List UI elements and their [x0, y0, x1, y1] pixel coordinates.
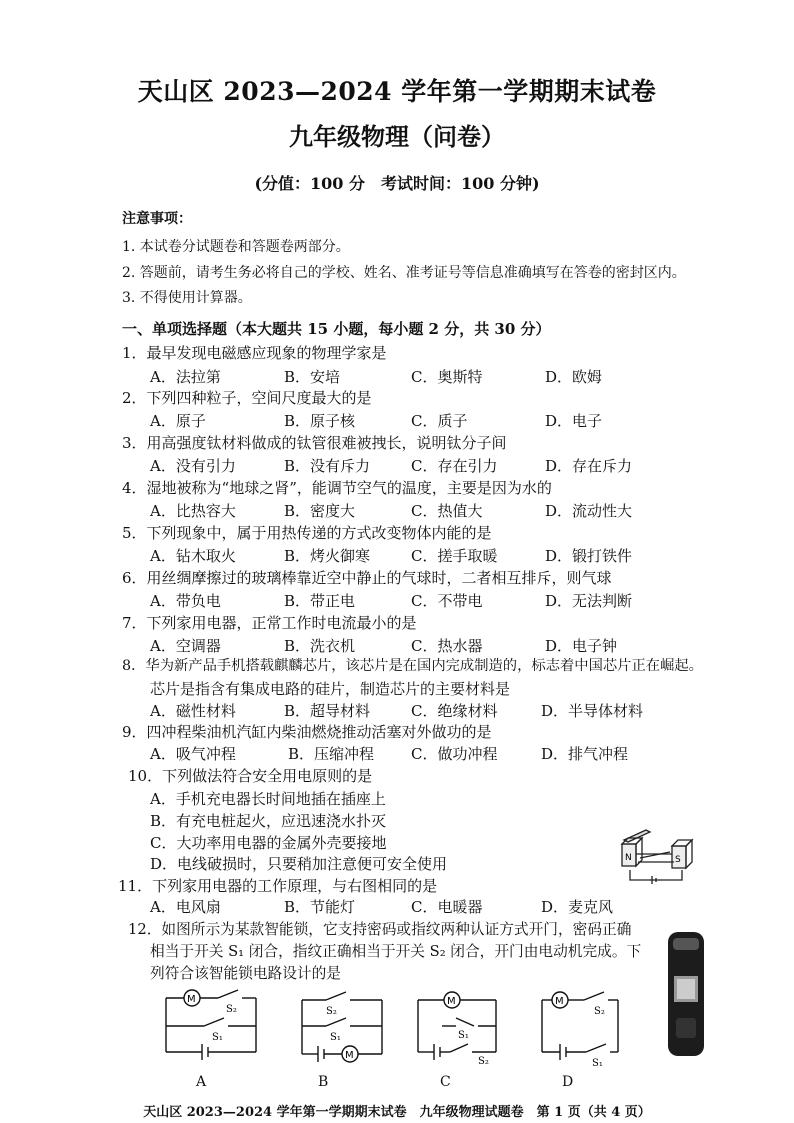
- motor-symbol: M: [345, 1050, 354, 1061]
- option-d: D．欧姆: [545, 368, 603, 386]
- motor-principle-figure: [616, 824, 696, 888]
- motor-symbol: M: [555, 996, 564, 1007]
- exam-subtitle: 九年级物理（问卷）: [289, 122, 505, 151]
- question-stem-cont: 列符合该智能锁电路设计的是: [150, 965, 341, 982]
- question-stem: 9．四冲程柴油机汽缸内柴油燃烧推动活塞对外做功的是: [122, 723, 492, 741]
- notes-heading: 注意事项：: [122, 211, 192, 227]
- circuit-a: [158, 986, 268, 1066]
- option-d: D．存在斥力: [545, 457, 633, 475]
- option-c: C．做功冲程: [411, 745, 498, 763]
- option-d: D．锻打铁件: [545, 547, 633, 565]
- option-a: A．法拉第: [150, 368, 221, 386]
- option-a: A．空调器: [150, 637, 221, 655]
- motor-label-n: N: [625, 853, 632, 863]
- option-b: B．密度大: [284, 502, 356, 520]
- option-b: B．有充电桩起火，应迅速浇水扑灭: [150, 812, 387, 830]
- option-d: D．半导体材料: [541, 702, 644, 720]
- option-c: C．大功率用电器的金属外壳要接地: [150, 834, 387, 852]
- option-d: D．电子: [545, 412, 603, 430]
- option-b: B．原子核: [284, 412, 356, 430]
- option-b: B．超导材料: [284, 702, 371, 720]
- question-stem: 10．下列做法符合安全用电原则的是: [128, 767, 373, 785]
- question-stem: 8．华为新产品手机搭载麒麟芯片，该芯片是在国内完成制造的，标志着中国芯片正在崛起。: [122, 658, 703, 674]
- page-footer: 天山区 2023—2024 学年第一学期期末试卷 九年级物理试题卷 第 1 页（共 4 页）: [143, 1105, 651, 1120]
- option-a: A．吸气冲程: [150, 745, 236, 763]
- circuit-caption-a: A: [196, 1074, 207, 1090]
- option-d: D．电线破损时，只要稍加注意便可安全使用: [150, 855, 448, 873]
- option-d: D．电子钟: [545, 637, 618, 655]
- switch-label-s1: S₁: [458, 1030, 469, 1041]
- question-stem: 12．如图所示为某款智能锁，它支持密码或指纹两种认证方式开门，密码正确: [128, 921, 632, 938]
- option-b: B．烤火御寒: [284, 547, 371, 565]
- option-a: A．带负电: [150, 592, 221, 610]
- circuit-caption-c: C: [440, 1074, 451, 1090]
- option-c: C．热值大: [411, 502, 483, 520]
- note-item: 1. 本试卷分试题卷和答题卷两部分。: [122, 239, 350, 255]
- option-d: D．排气冲程: [541, 745, 629, 763]
- option-c: C．搓手取暖: [411, 547, 498, 565]
- option-b: B．节能灯: [284, 898, 356, 916]
- option-b: B．没有斥力: [284, 457, 371, 475]
- question-stem: 3．用高强度钛材料做成的钛管很难被拽长，说明钛分子间: [122, 434, 507, 452]
- switch-label-s2: S₂: [478, 1056, 489, 1067]
- motor-symbol: M: [447, 996, 456, 1007]
- option-c: C．绝缘材料: [411, 702, 498, 720]
- question-stem: 1．最早发现电磁感应现象的物理学家是: [122, 344, 387, 362]
- switch-label-s2: S₂: [226, 1004, 237, 1015]
- switch-label-s2: S₂: [326, 1006, 337, 1017]
- option-b: B．压缩冲程: [288, 745, 375, 763]
- switch-label-s1: S₁: [592, 1058, 603, 1069]
- option-c: C．电暖器: [411, 898, 483, 916]
- option-a: A．钻木取火: [150, 547, 236, 565]
- option-b: B．带正电: [284, 592, 356, 610]
- circuit-c: [412, 986, 508, 1070]
- question-stem-cont: 芯片是指含有集成电路的硅片，制造芯片的主要材料是: [150, 680, 511, 698]
- circuit-caption-d: D: [562, 1074, 574, 1090]
- question-stem: 2．下列四种粒子，空间尺度最大的是: [122, 389, 372, 407]
- option-c: C．热水器: [411, 637, 483, 655]
- option-c: C．奥斯特: [411, 368, 483, 386]
- option-a: A．磁性材料: [150, 702, 236, 720]
- score-time-line: (分值：100 分 考试时间：100 分钟): [254, 174, 540, 193]
- question-stem: 4．湿地被称为“地球之肾”，能调节空气的温度，主要是因为水的: [122, 479, 552, 497]
- switch-label-s2: S₂: [594, 1006, 605, 1017]
- option-a: A．没有引力: [150, 457, 236, 475]
- option-b: B．洗衣机: [284, 637, 356, 655]
- question-stem: 11．下列家用电器的工作原理，与右图相同的是: [118, 877, 438, 895]
- switch-label-s1: S₁: [212, 1032, 223, 1043]
- option-d: D．无法判断: [545, 592, 633, 610]
- option-a: A．手机充电器长时间地插在插座上: [150, 790, 386, 808]
- motor-symbol: M: [187, 994, 196, 1005]
- circuit-b: [296, 986, 392, 1070]
- option-a: A．原子: [150, 412, 206, 430]
- question-stem: 5．下列现象中，属于用热传递的方式改变物体内能的是: [122, 524, 492, 542]
- exam-title: 天山区 2023—2024 学年第一学期期末试卷: [137, 77, 657, 106]
- option-d: D．麦克风: [541, 898, 614, 916]
- option-a: A．比热容大: [150, 502, 236, 520]
- smart-lock-image: [664, 928, 708, 1060]
- switch-label-s1: S₁: [330, 1032, 341, 1043]
- option-c: C．质子: [411, 412, 468, 430]
- option-d: D．流动性大: [545, 502, 633, 520]
- option-c: C．不带电: [411, 592, 483, 610]
- question-stem: 6．用丝绸摩擦过的玻璃棒靠近空中静止的气球时，二者相互排斥，则气球: [122, 569, 612, 587]
- note-item: 2. 答题前，请考生务必将自己的学校、姓名、准考证号等信息准确填写在答卷的密封区内。: [122, 265, 686, 281]
- note-item: 3. 不得使用计算器。: [122, 290, 252, 306]
- section-heading: 一、单项选择题（本大题共 15 小题，每小题 2 分，共 30 分）: [122, 320, 551, 338]
- question-stem: 7．下列家用电器，正常工作时电流最小的是: [122, 614, 417, 632]
- option-a: A．电风扇: [150, 898, 221, 916]
- option-c: C．存在引力: [411, 457, 498, 475]
- option-b: B．安培: [284, 368, 341, 386]
- question-stem-cont: 相当于开关 S₁ 闭合，指纹正确相当于开关 S₂ 闭合，开门由电动机完成。下: [150, 943, 642, 960]
- circuit-caption-b: B: [318, 1074, 329, 1090]
- motor-label-s: S: [675, 855, 681, 865]
- circuit-d: [534, 986, 630, 1070]
